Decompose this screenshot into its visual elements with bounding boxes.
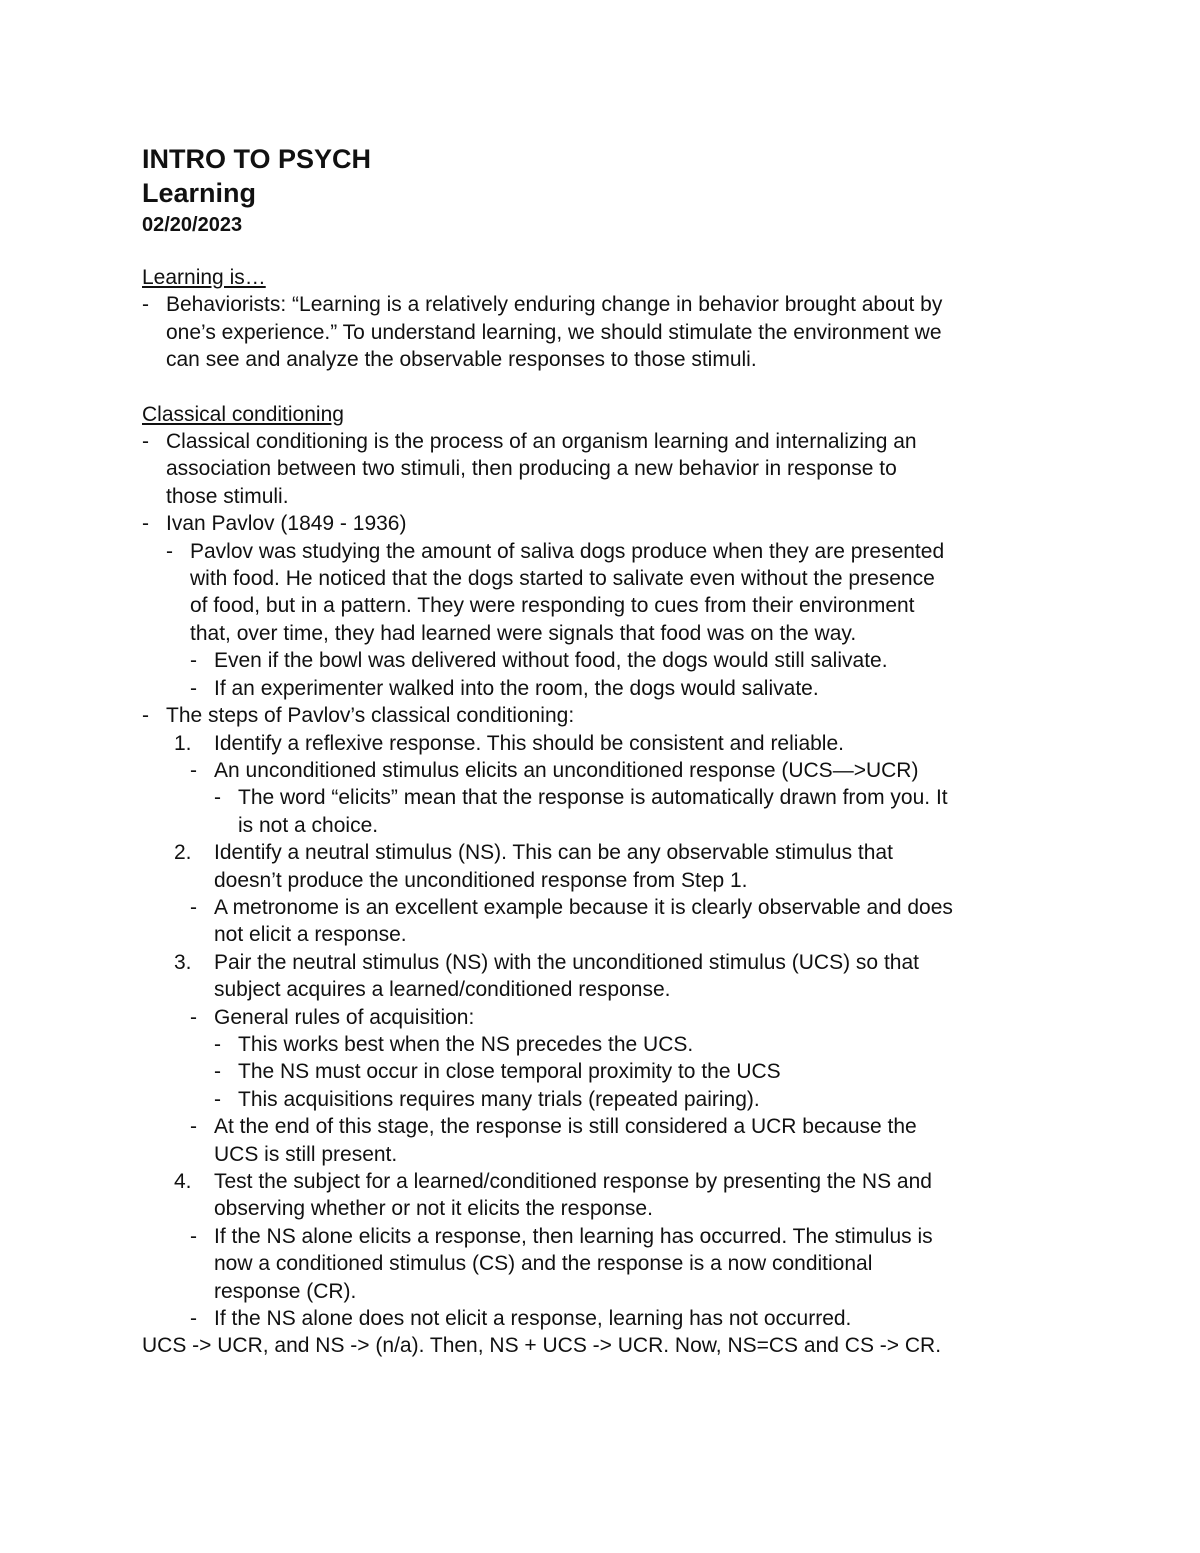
bullet-behaviorists: - Behaviorists: “Learning is a relatively enduring change in behavior brought about by one’s experience.” To understand learning, we should stimulate the environment we can see and analyze the observable responses to those stimuli. — [142, 293, 943, 372]
step-2-sub: - A metronome is an excellent example because it is clearly observable and does not elicit a response. — [190, 895, 953, 947]
dash-bullet-icon: - — [214, 786, 221, 810]
page-date: 02/20/2023 — [142, 214, 243, 236]
dash-bullet-icon: - — [190, 676, 197, 700]
step-3-rules-heading: - General rules of acquisition: — [190, 1004, 1072, 1031]
step-4-no-learning: - If the NS alone does not elicit a response, learning has not occurred. — [190, 1305, 1072, 1332]
step-3: 3. Pair the neutral stimulus (NS) with the unconditioned stimulus (UCS) so that subject acquires a learned/conditioned response. — [174, 950, 919, 1002]
step-number: 3. — [174, 950, 192, 974]
document-page — [142, 142, 1072, 1360]
dash-bullet-icon: - — [142, 512, 149, 536]
step-number: 4. — [174, 1170, 192, 1193]
dash-bullet-icon: - — [142, 704, 149, 728]
step-1: 1. Identify a reflexive response. This should be consistent and reliable. — [174, 730, 1072, 757]
dash-bullet-icon: - — [214, 1032, 221, 1056]
bullet-experimenter: - If an experimenter walked into the room, the dogs would salivate. — [190, 675, 1072, 702]
dash-bullet-icon: - — [190, 758, 197, 782]
step-3-rule: - This acquisitions requires many trials (repeated pairing). — [214, 1086, 1072, 1113]
dash-bullet-icon: - — [214, 1087, 221, 1111]
step-3-rule: - This works best when the NS precedes the UCS. — [214, 1031, 1072, 1058]
page-title: INTRO TO PSYCH — [142, 144, 372, 174]
bullet-pavlov-study: - Pavlov was studying the amount of saliva dogs produce when they are presented with food. He noticed that the dogs started to salivate even without the presence of food, but in a pattern. They were responding to cues from their environment that, over time, they had learned were signals that food was on the way. — [166, 539, 945, 645]
dash-bullet-icon: - — [190, 649, 197, 673]
step-3-rule: - The NS must occur in close temporal proximity to the UCS — [214, 1058, 1072, 1085]
dash-bullet-icon: - — [142, 430, 149, 454]
summary-line: UCS -> UCR, and NS -> (n/a). Then, NS + UCS -> UCR. Now, NS=CS and CS -> CR. — [142, 1334, 942, 1358]
step-number: 2. — [174, 841, 192, 865]
dash-bullet-icon: - — [166, 539, 173, 563]
dash-bullet-icon: - — [190, 895, 197, 919]
dash-bullet-icon: - — [190, 1005, 197, 1029]
dash-bullet-icon: - — [214, 1060, 221, 1084]
step-number: 1. — [174, 731, 192, 755]
step-3-end-note: - At the end of this stage, the response is still considered a UCR because the UCS is still present. — [190, 1115, 917, 1166]
dash-bullet-icon: - — [190, 1115, 197, 1139]
section-heading-learning-is: Learning is… — [142, 266, 266, 289]
page-subtitle: Learning — [142, 178, 257, 208]
step-4: 4. Test the subject for a learned/conditioned response by presenting the NS and observing whether or not it elicits the response. — [174, 1170, 932, 1221]
dash-bullet-icon: - — [190, 1307, 197, 1331]
step-1-sub: - An unconditioned stimulus elicits an unconditioned response (UCS—>UCR) — [190, 757, 1072, 784]
section-heading-classical-conditioning: Classical conditioning — [142, 402, 344, 426]
bullet-pavlov: - Ivan Pavlov (1849 - 1936) — [142, 510, 1072, 537]
bullet-steps: - The steps of Pavlov’s classical conditioning: — [142, 702, 1072, 729]
dash-bullet-icon: - — [142, 293, 149, 317]
dash-bullet-icon: - — [190, 1224, 197, 1248]
step-4-learning-occurred: - If the NS alone elicits a response, then learning has occurred. The stimulus is now a conditioned stimulus (CS) and the response is a now conditional response (CR). — [190, 1224, 933, 1303]
bullet-bowl: - Even if the bowl was delivered without food, the dogs would still salivate. — [190, 647, 1072, 674]
step-2: 2. Identify a neutral stimulus (NS). This can be any observable stimulus that doesn’t produce the unconditioned response from Step 1. — [174, 841, 893, 892]
bullet-definition: - Classical conditioning is the process of an organism learning and internalizing an association between two stimuli, then producing a new behavior in response to those stimuli. — [142, 430, 917, 508]
step-1-subsub: - The word “elicits” mean that the response is automatically drawn from you. It is not a choice. — [214, 786, 948, 837]
